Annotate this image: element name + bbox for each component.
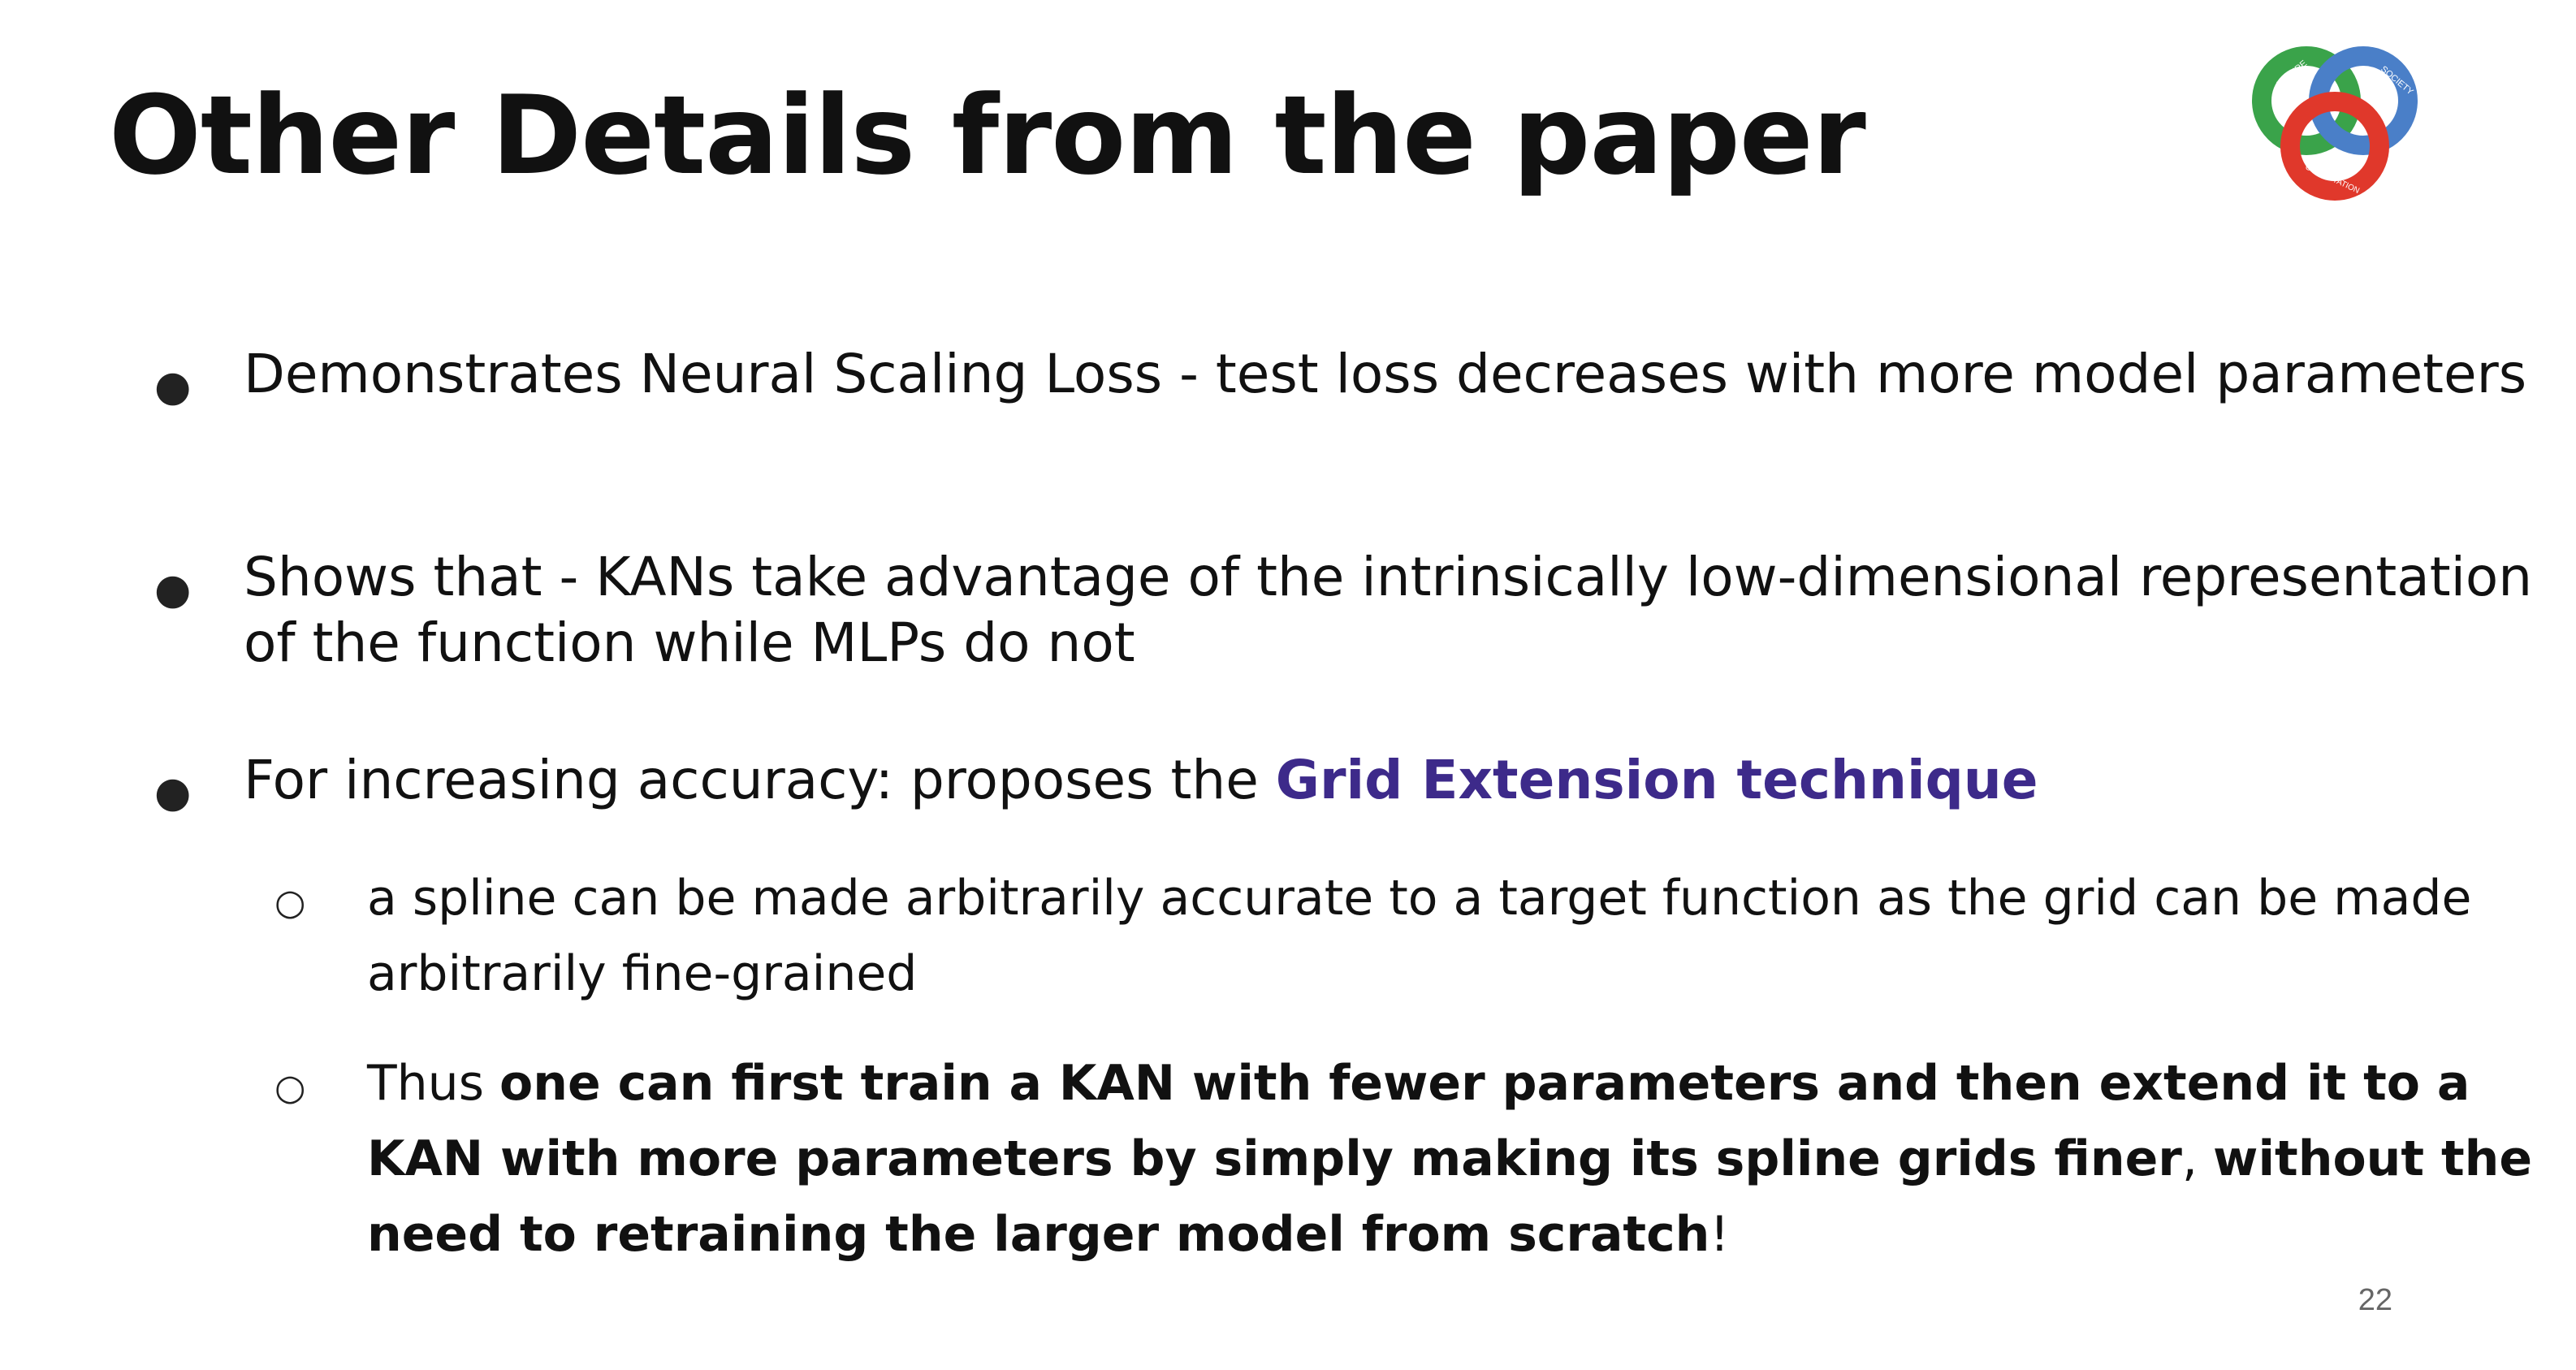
sub-bullet-text: a spline can be made arbitrarily accurate to a target function as the grid can be made arbitrarily fine-grained <box>367 870 2472 1002</box>
sub-bullet-lead: Thus <box>367 1055 500 1112</box>
nature-society-computation-logo-icon <box>2245 42 2424 205</box>
sub-bullet-marker: ○ <box>274 882 306 923</box>
bullet-text: Shows that - KANs take advantage of the intrinsically low-dimensional representation of the function while MLPs do not <box>244 546 2533 675</box>
logo-label-computation: COMPUTATION <box>2303 162 2361 196</box>
bullet-marker: ● <box>154 362 192 411</box>
sub-bullet-marker: ○ <box>274 1067 306 1109</box>
bullet-marker: ● <box>154 565 192 614</box>
logo-label-society: SOCIETY <box>2379 64 2415 97</box>
bullet-marker: ● <box>154 768 192 817</box>
logo-label-nature: NATURE <box>2275 58 2310 89</box>
slide-title: Other Details from the paper <box>109 72 1865 199</box>
bullet-text <box>244 747 2550 813</box>
bullet-text-prefix: For increasing accuracy: proposes the <box>244 749 1276 811</box>
sub-bullet-text <box>367 1046 2576 1273</box>
sub-bullet-mid: , <box>2181 1130 2214 1187</box>
sub-bullet-bold-2: without the need to retraining the larger model from scratch <box>367 1130 2533 1263</box>
sub-bullet-tail: ! <box>1709 1206 1730 1263</box>
bullet-text: Demonstrates Neural Scaling Loss - test loss decreases with more model parameters <box>244 343 2527 405</box>
grid-extension-highlight: Grid Extension technique <box>1275 749 2038 811</box>
sub-bullet-bold-1: one can first train a KAN with fewer parameters and then extend it to a KAN with more parameters by simply making its spline grids finer <box>367 1055 2470 1187</box>
page-number: 22 <box>2358 1283 2392 1317</box>
